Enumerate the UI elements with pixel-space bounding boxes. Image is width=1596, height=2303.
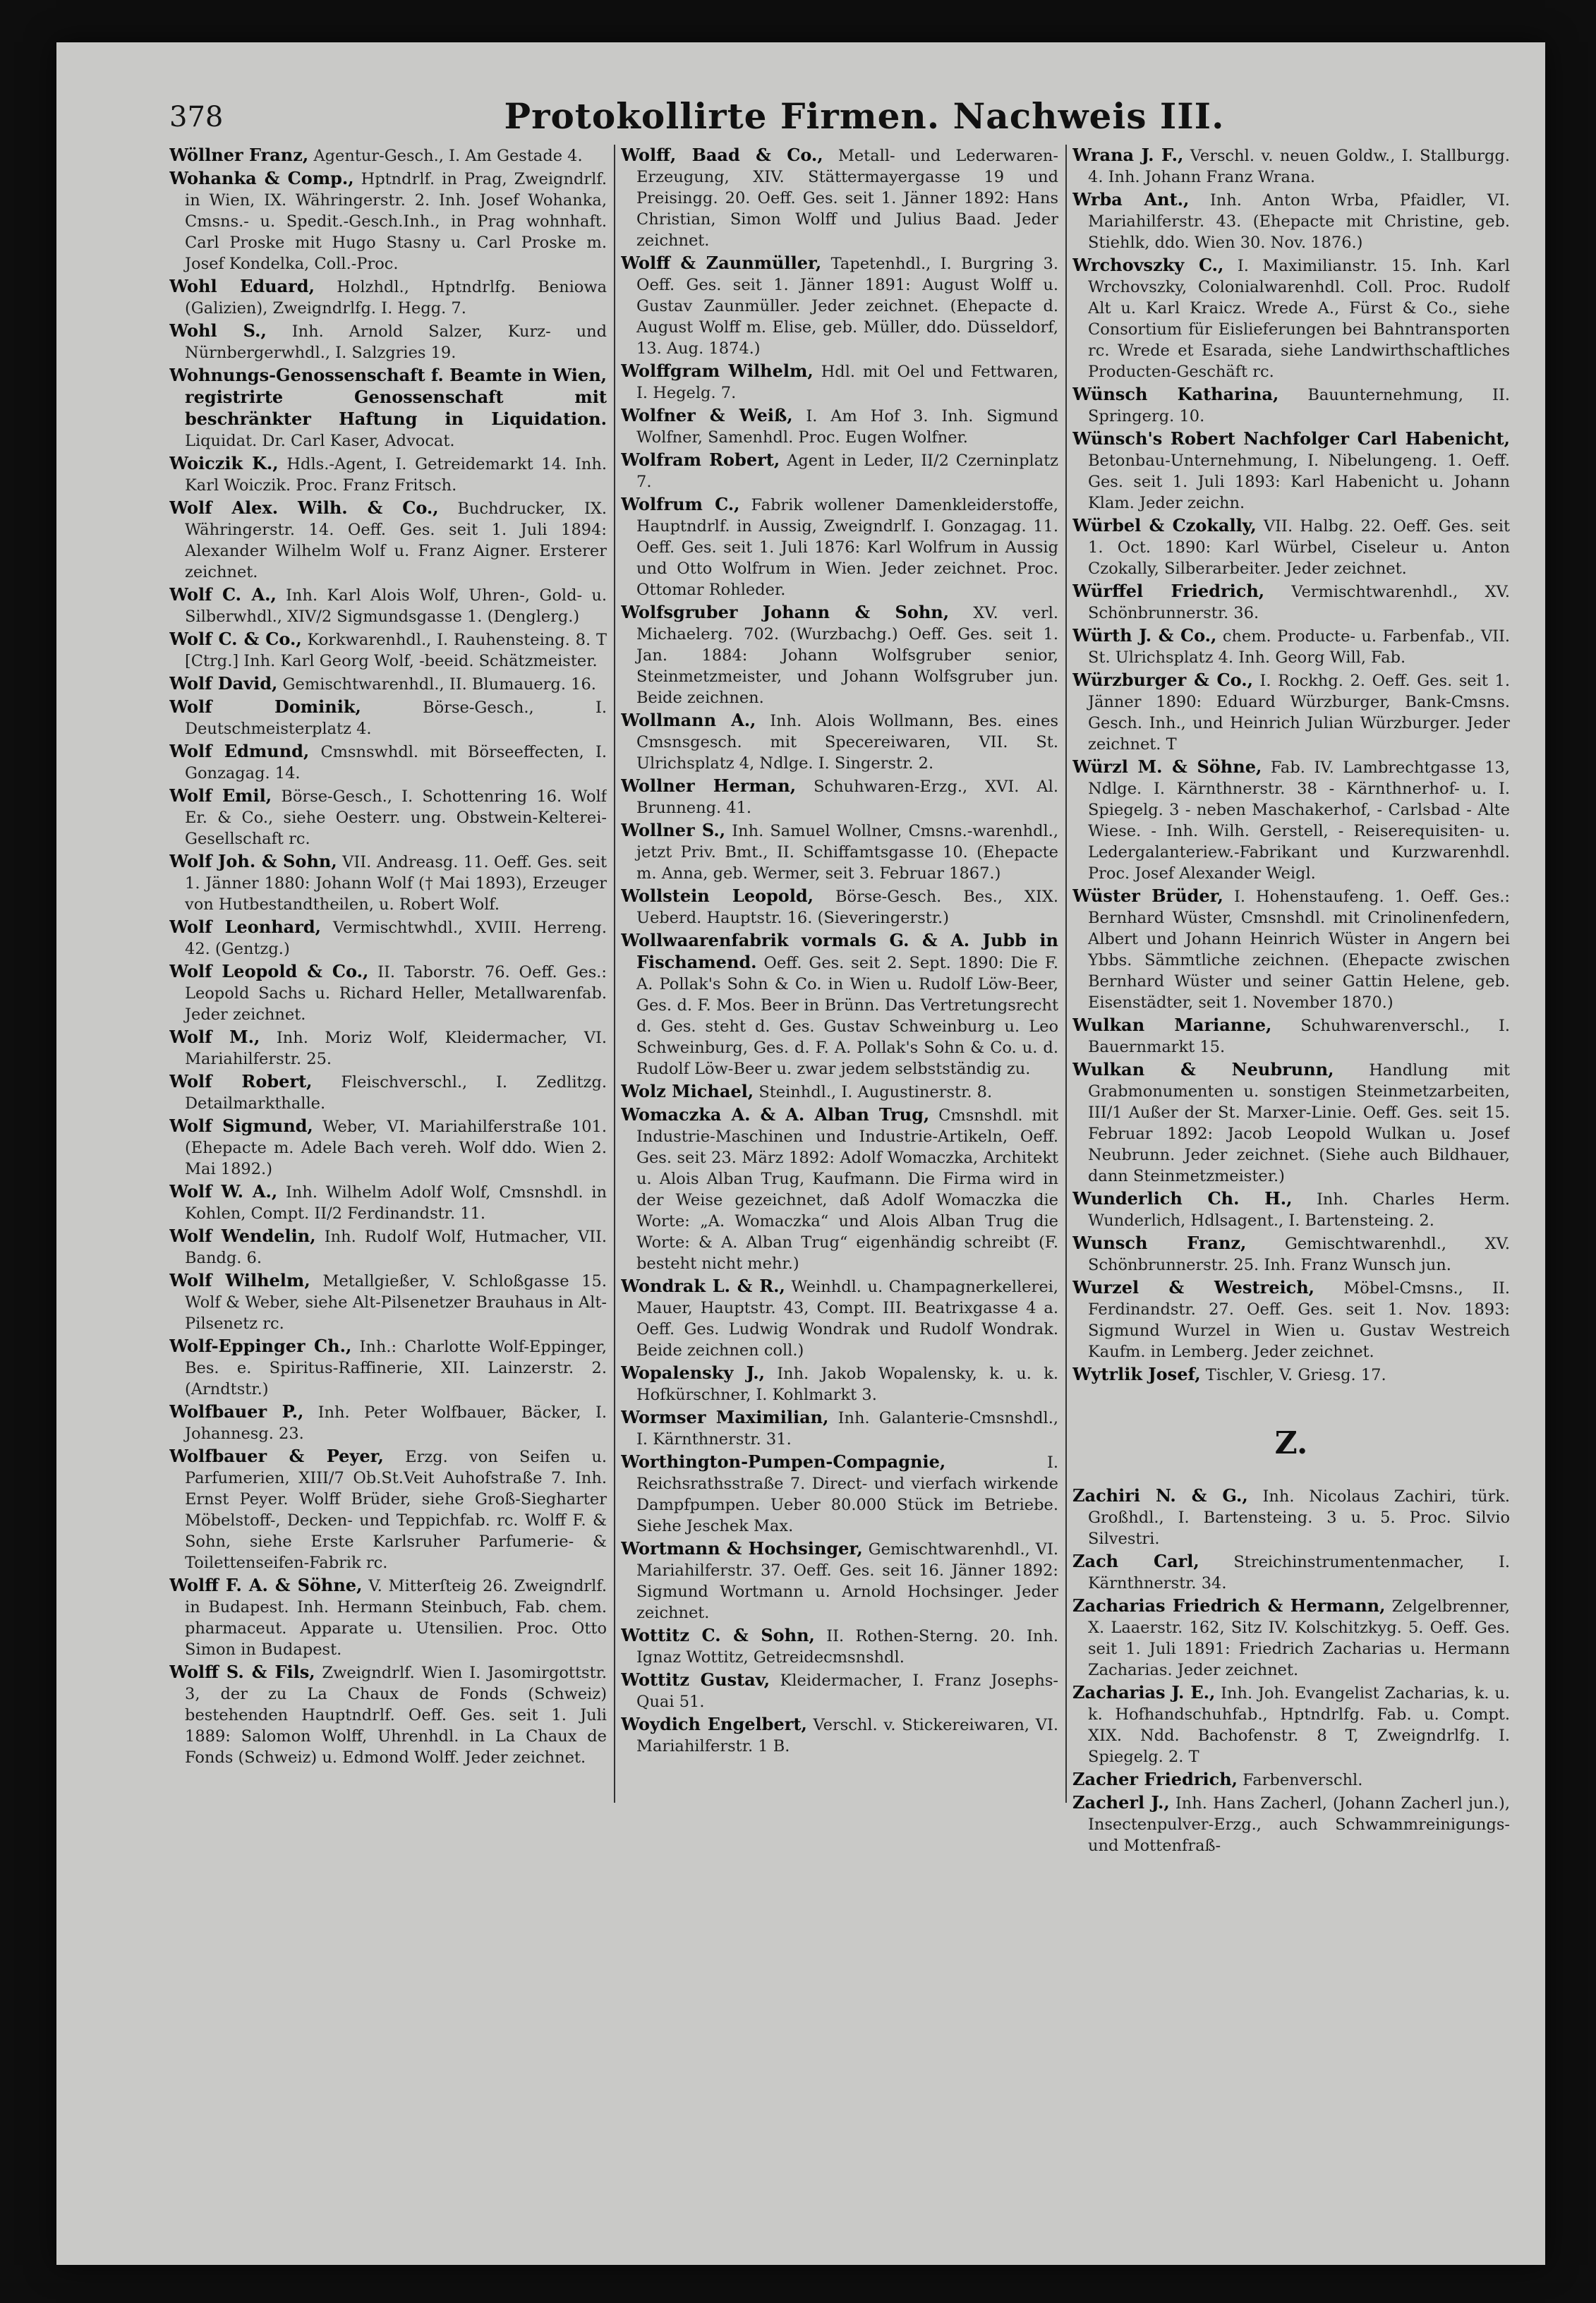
entry-text: Hdl. mit Oel und Fettwaren, I. Hegelg. 7. (636, 363, 1058, 402)
firm-name: Wolfbauer & Peyer, (169, 1446, 384, 1466)
entry-text: I. Rockhg. 2. Oeff. Ges. seit 1. Jänner 1890: Eduard Würzburger, Bank-Cmsns. Gesch. Inh., und Heinrich Julian Würzburger. Jeder zeichnet. T (1088, 672, 1510, 754)
entry-text: Zelgelbrenner, X. Laaerstr. 162, Sitz IV. Kolschitzkyg. 5. Oeff. Ges. seit 1. Juli 1891: Friedrich Zacharias u. Hermann Zacharias. Jeder zeichnet. (1088, 1597, 1510, 1679)
directory-entry (169, 673, 607, 695)
firm-name: Wollwaarenfabrik vormals G. & A. Jubb in Fischamend. (621, 930, 1058, 972)
directory-entry (169, 276, 607, 319)
firm-name: Wolf Robert, (169, 1071, 313, 1092)
entry-text: I. Am Hof 3. Inh. Sigmund Wolfner, Samenhdl. Proc. Eugen Wolfner. (636, 407, 1058, 447)
entry-text: XV. verl. Michaelerg. 702. (Wurzbachg.) Oeff. Ges. seit 1. Jan. 1884: Johann Wolfsgruber senior, Steinmetzmeister, und Johann Wolfsgruber jun. Beide zeichnen. (636, 604, 1058, 707)
entry-text: Inh. Arnold Salzer, Kurz- und Nürnbergerwhdl., I. Salzgries 19. (185, 322, 607, 362)
directory-entry (621, 361, 1058, 404)
entry-text: Streichinstrumentenmacher, I. Kärnthnerstr. 34. (1088, 1553, 1510, 1592)
firm-name: Worthington-Pumpen-Compagnie, (621, 1451, 946, 1472)
entry-text: Inh. Galanterie-Cmsnshdl., I. Kärnthnerstr. 31. (636, 1409, 1058, 1449)
entry-text: Buchdrucker, IX. Währingerstr. 14. Oeff. Ges. seit 1. Juli 1894: Alexander Wilhelm Wolf u. Franz Aigner. Ersterer zeichnet. (185, 500, 607, 581)
firm-name: Womaczka A. & A. Alban Trug, (621, 1104, 930, 1125)
firm-name: Wüster Brüder, (1072, 885, 1223, 906)
directory-entry (169, 1181, 607, 1224)
entry-text: Weber, VI. Mariahilferstraße 101. (Ehepacte m. Adele Bach vereh. Wolf ddo. Wien 2. Mai 1892.) (185, 1118, 607, 1178)
directory-entry (621, 930, 1058, 1080)
firm-name: Wolf Emil, (169, 785, 272, 806)
firm-name: Wolf W. A., (169, 1181, 278, 1202)
directory-entry (169, 1116, 607, 1180)
entry-text: Cmsnswhdl. mit Börseeffecten, I. Gonzagag. 14. (185, 743, 607, 782)
directory-entry (1072, 1792, 1510, 1856)
entry-text: I. Reichsrathsstraße 7. Direct- und vierfach wirkende Dampfpumpen. Ueber 80.000 Stück im Betriebe. Siehe Jeschek Max. (636, 1453, 1058, 1535)
entry-text: Hdls.-Agent, I. Getreidemarkt 14. Inh. Karl Woiczik. Proc. Franz Fritsch. (185, 455, 607, 495)
entry-text: Inh. Samuel Wollner, Cmsns.-warenhdl., jetzt Priv. Bmt., II. Schiffamtsgasse 10. (Ehepacte m. Anna, geb. Wermer, seit 3. Februar 1867.) (636, 822, 1058, 883)
entry-text: Inh. Peter Wolfbauer, Bäcker, I. Johannesg. 23. (185, 1403, 607, 1443)
directory-entry (1072, 1233, 1510, 1276)
firm-name: Wolf Alex. Wilh. & Co., (169, 497, 439, 518)
firm-name: Wormser Maximilian, (621, 1407, 829, 1427)
directory-entry (169, 320, 607, 363)
directory-entry (621, 1104, 1058, 1274)
entry-text: Kleidermacher, I. Franz Josephs-Quai 51. (636, 1672, 1058, 1711)
page-title: Protokollirte Firmen. Nachweis III. (504, 95, 1225, 137)
entry-text: Verschl. v. Stickereiwaren, VI. Mariahilferstr. 1 B. (636, 1716, 1058, 1755)
firm-name: Wohl S., (169, 320, 267, 341)
entry-text: Inh. Hans Zacherl, (Johann Zacherl jun.), Insectenpulver-Erzg., auch Schwammreinigungs- und Mottenfraß- (1088, 1794, 1510, 1855)
directory-entry (1072, 1188, 1510, 1231)
directory-entry (1072, 625, 1510, 668)
entry-text: Agentur-Gesch., I. Am Gestade 4. (313, 147, 583, 165)
firm-name: Wunderlich Ch. H., (1072, 1188, 1293, 1209)
directory-entry (1072, 756, 1510, 884)
entry-text: Bauunternehmung, II. Springerg. 10. (1088, 386, 1510, 425)
firm-name: Würzburger & Co., (1072, 670, 1253, 690)
entry-text: Inh. Anton Wrba, Pfaidler, VI. Mariahilferstr. 43. (Ehepacte mit Christine, geb. Stiehlk, ddo. Wien 30. Nov. 1876.) (1088, 191, 1510, 252)
entry-text: V. Mitterſteig 26. Zweigndrlf. in Budapest. Inh. Hermann Steinbuch, Fab. chem. pharmaceut. Apparate u. Utensilien. Proc. Otto Simon in Budapest. (185, 1577, 607, 1659)
directory-entry (1072, 189, 1510, 253)
firm-name: Würth J. & Co., (1072, 625, 1217, 646)
firm-name: Wolf Joh. & Sohn, (169, 851, 337, 871)
firm-name: Wulkan Marianne, (1072, 1015, 1272, 1035)
firm-name: Zacharias J. E., (1072, 1682, 1216, 1703)
page-header (169, 95, 1559, 145)
column-2 (621, 145, 1058, 2226)
section-letter: Z. (1274, 1425, 1308, 1461)
directory-entry (169, 584, 607, 627)
entry-text: chem. Producte- u. Farbenfab., VII. St. Ulrichsplatz 4. Inh. Georg Will, Fab. (1088, 627, 1510, 667)
firm-name: Wolf Dominik, (169, 696, 361, 717)
firm-name: Zacherl J., (1072, 1792, 1170, 1813)
firm-name: Wolf-Eppinger Ch., (169, 1336, 352, 1356)
column-1 (169, 145, 607, 2226)
directory-entry (621, 1669, 1058, 1712)
entry-text: II. Taborstr. 76. Oeff. Ges.: Leopold Sachs u. Richard Heller, Metallwarenfab. Jeder zeichnet. (185, 963, 607, 1024)
directory-entry (1072, 1364, 1510, 1386)
entry-text: Inh. Wilhelm Adolf Wolf, Cmsnshdl. in Kohlen, Compt. II/2 Ferdinandstr. 11. (185, 1183, 607, 1223)
firm-name: Wytrlik Josef, (1072, 1364, 1201, 1384)
directory-entry (1072, 1059, 1510, 1187)
column-3 (1072, 145, 1510, 2226)
entry-text: Schuhwaren-Erzg., XVI. Al. Brunneng. 41. (636, 778, 1058, 817)
directory-entry (1072, 1485, 1510, 1549)
directory-entry (1072, 428, 1510, 514)
entry-text: VII. Andreasg. 11. Oeff. Ges. seit 1. Jänner 1880: Johann Wolf († Mai 1893), Erzeuger von Hutbestandtheilen, u. Robert Wolf. (185, 853, 607, 914)
directory-entry (169, 1446, 607, 1573)
directory-entry (169, 1575, 607, 1660)
directory-entry (1072, 885, 1510, 1013)
firm-name: Wunsch Franz, (1072, 1233, 1247, 1253)
firm-name: Zachiri N. & G., (1072, 1485, 1248, 1506)
directory-entry (169, 145, 607, 167)
directory-entry (1072, 1769, 1510, 1791)
firm-name: Wünsch's Robert Nachfolger Carl Habenicht, (1072, 428, 1510, 449)
directory-entry (621, 820, 1058, 884)
directory-entry (621, 253, 1058, 359)
directory-entry (621, 710, 1058, 774)
firm-name: Wolf C. & Co., (169, 629, 302, 649)
entry-text: Agent in Leder, II/2 Czerninplatz 7. (636, 452, 1058, 491)
entry-text: Weinhdl. u. Champagnerkellerei, Mauer, Hauptstr. 43, Compt. III. Beatrixgasse 4 a. Oeff. Ges. Ludwig Wondrak und Rudolf Wondrak. Beide zeichnen coll.) (636, 1278, 1058, 1360)
entry-text: Erzg. von Seifen u. Parfumerien, XIII/7 Ob.St.Veit Auhofstraße 7. Inh. Ernst Peyer. Wolff Brüder, siehe Groß-Siegharter Möbelstoff-, Decken- und Teppichfab. rc. Wolff F. & Sohn, siehe Erste Karlsruher Parfumerie- & Toilettenseifen-Fabrik rc. (185, 1448, 607, 1572)
directory-entry (1072, 1551, 1510, 1594)
entry-text: Gemischtwarenhdl., II. Blumauerg. 16. (282, 675, 596, 694)
firm-name: Wrana J. F., (1072, 145, 1184, 165)
directory-entry (169, 453, 607, 496)
entry-text: Börse-Gesch. Bes., XIX. Ueberd. Hauptstr. 16. (Sieveringerstr.) (636, 888, 1058, 927)
directory-entry (169, 741, 607, 784)
firm-name: Zach Carl, (1072, 1551, 1199, 1571)
directory-entry (621, 1276, 1058, 1361)
entry-text: Verschl. v. neuen Goldw., I. Stallburgg. 4. Inh. Johann Franz Wrana. (1088, 147, 1510, 186)
firm-name: Wollner Herman, (621, 775, 797, 796)
entry-text: Handlung mit Grabmonumenten u. sonstigen Steinmetzarbeiten, III/1 Außer der St. Marxer-Linie. Oeff. Ges. seit 15. Februar 1892: Jacob Leopold Wulkan u. Josef Neubrunn. Jeder zeichnet. (Siehe auch Bildhauer, dann Steinmetzmeister.) (1088, 1061, 1510, 1185)
directory-entry (621, 494, 1058, 600)
firm-name: Wondrak L. & R., (621, 1276, 785, 1296)
firm-name: Wolf Sigmund, (169, 1116, 313, 1136)
directory-entry (169, 1027, 607, 1070)
firm-name: Wolffgram Wilhelm, (621, 361, 814, 381)
directory-entry (1072, 1015, 1510, 1058)
firm-name: Wottitz Gustav, (621, 1669, 770, 1690)
entry-text: Inh.: Charlotte Wolf-Eppinger, Bes. e. Spiritus-Raffinerie, XII. Lainzerstr. 2. (Arndtstr.) (185, 1338, 607, 1398)
firm-name: Wünsch Katharina, (1072, 384, 1279, 404)
directory-entry (169, 365, 607, 452)
directory-entry (169, 917, 607, 960)
entry-text: Inh. Joh. Evangelist Zacharias, k. u. k. Hofhandschuhfab., Hptndrlfg. Fab. u. Compt. XIX. Ndd. Bachofenstr. 8 T, Zweigndrlfg. I. Spiegelg. 2. T (1088, 1684, 1510, 1766)
firm-name: Wolff F. A. & Söhne, (169, 1575, 363, 1595)
directory-entry (1072, 255, 1510, 382)
directory-entry (621, 145, 1058, 251)
firm-name: Woydich Engelbert, (621, 1714, 807, 1734)
firm-name: Wrba Ant., (1072, 189, 1190, 210)
directory-entry (621, 1081, 1058, 1103)
directory-entry (1072, 581, 1510, 624)
directory-entry (1072, 670, 1510, 755)
entry-text: I. Hohenstaufeng. 1. Oeff. Ges.: Bernhard Wüster, Cmsnshdl. mit Crinolinenfedern, Albert und Johann Heinrich Wüster in Angern bei Ybbs. Sämmtliche zeichnen. (Ehepacte zwischen Bernhard Wüster und seiner Gattin Helene, geb. Eisenstädter, seit 1. November 1870.) (1088, 888, 1510, 1012)
directory-entry (621, 885, 1058, 929)
directory-entry (621, 1451, 1058, 1537)
firm-name: Wolfsgruber Johann & Sohn, (621, 602, 950, 622)
entry-text: Inh. Jakob Wopalensky, k. u. k. Hofkürschner, I. Kohlmarkt 3. (636, 1365, 1058, 1404)
firm-name: Wolfram Robert, (621, 449, 780, 470)
directory-entry (1072, 1595, 1510, 1681)
entry-text: Zweigndrlf. Wien I. Jasomirgottstr. 3, der zu La Chaux de Fonds (Schweiz) bestehenden Hauptndrlf. Oeff. Ges. seit 1. Juli 1889: Salomon Wolff, Uhrenhdl. in La Chaux de Fonds (Schweiz) u. Edmond Wolff. Jeder zeichnet. (185, 1664, 607, 1767)
entry-text: Holzhdl., Hptndrlfg. Beniowa (Galizien), Zweigndrlfg. I. Hegg. 7. (185, 278, 607, 318)
firm-name: Wurzel & Westreich, (1072, 1277, 1314, 1298)
entry-text: Vermischtwarenhdl., XV. Schönbrunnerstr. 36. (1088, 583, 1510, 622)
entry-text: Schuhwarenverschl., I. Bauernmarkt 15. (1088, 1017, 1510, 1056)
firm-name: Wolfrum C., (621, 494, 740, 514)
directory-entry (1072, 145, 1510, 188)
entry-text: Farbenverschl. (1243, 1771, 1363, 1789)
entry-text: Inh. Nicolaus Zachiri, türk. Großhdl., I. Bartensteing. 3 u. 5. Proc. Silvio Silvestri. (1088, 1487, 1510, 1548)
entry-text: Inh. Karl Alois Wolf, Uhren-, Gold- u. Silberwhdl., XIV/2 Sigmundsgasse 1. (Denglerg.) (185, 586, 607, 626)
entry-text: Korkwarenhdl., I. Rauhensteing. 8. T [Ctrg.] Inh. Karl Georg Wolf, -beeid. Schätzmeister. (185, 631, 607, 670)
firm-name: Wolf Leonhard, (169, 917, 322, 937)
entry-text: Möbel-Cmsns., II. Ferdinandstr. 27. Oeff. Ges. seit 1. Nov. 1893: Sigmund Wurzel in Wien u. Gustav Westreich Kaufm. in Lemberg. Jeder zeichnet. (1088, 1279, 1510, 1361)
firm-name: Wollmann A., (621, 710, 756, 730)
directory-entry (1072, 384, 1510, 427)
entry-text: Börse-Gesch., I. Deutschmeisterplatz 4. (185, 699, 607, 738)
directory-entry (169, 629, 607, 672)
entry-text: Liquidat. Dr. Carl Kaser, Advocat. (185, 432, 455, 450)
entry-text: Cmsnshdl. mit Industrie-Maschinen und Industrie-Artikeln, Oeff. Ges. seit 23. März 1892: Adolf Womaczka, Architekt u. Alois Alban Trug, Kaufmann. Die Firma wird in der Weise gezeichnet, daß Adolf Womaczka die Worte: „A. Womaczka“ und Alois Alban Trug die Worte: & A. Alban Trug“ eigenhändig schreibt (F. besteht nicht mehr.) (636, 1106, 1058, 1273)
entry-text: Metall- und Lederwaren-Erzeugung, XIV. Stättermayergasse 19 und Preisingg. 20. Oeff. Ges. seit 1. Jänner 1892: Hans Christian, Simon Wolff und Julius Baad. Jeder zeichnet. (636, 147, 1058, 250)
firm-name: Wollner S., (621, 820, 726, 840)
entry-text: Tischler, V. Griesg. 17. (1205, 1366, 1386, 1384)
directory-entry (169, 1662, 607, 1768)
entry-text: Fab. IV. Lambrechtgasse 13, Ndlge. I. Kärnthnerstr. 38 - Kärnthnerhof- u. I. Spiegelg. 3 - neben Maschakerhof, - Carlsbad - Alte Wiese. - Inh. Wilh. Gerstell, - Reiserequisiten- u. Ledergalanteriew.-Fabrikant und Kurzwarenhdl. Proc. Josef Alexander Weigl. (1088, 758, 1510, 883)
directory-entry (621, 1714, 1058, 1757)
firm-name: Zacher Friedrich, (1072, 1769, 1238, 1789)
directory-entry (621, 1362, 1058, 1406)
entry-text: Oeff. Ges. seit 2. Sept. 1890: Die F. A. Pollak's Sohn & Co. in Wien u. Rudolf Löw-Beer, Ges. d. F. Mos. Beer in Brünn. Das Vertretungsrecht d. Ges. steht d. Ges. Gustav Schweinburg u. Leo Schweinburg, Ges. d. F. A. Pollak's Sohn & Co. u. d. Rudolf Löw-Beer u. zwar jedem selbstständig zu. (636, 954, 1058, 1078)
column-divider (1065, 145, 1067, 1803)
directory-entry (169, 961, 607, 1025)
firm-name: Wopalensky J., (621, 1362, 765, 1383)
directory-entry (169, 168, 607, 274)
directory-entry (169, 1071, 607, 1114)
directory-entry (1072, 1682, 1510, 1767)
entry-text: Gemischtwarenhdl., XV. Schönbrunnerstr. 25. Inh. Franz Wunsch jun. (1088, 1235, 1510, 1274)
firm-name: Würbel & Czokally, (1072, 515, 1257, 536)
directory-entry (169, 851, 607, 915)
entry-text: Betonbau-Unternehmung, I. Nibelungeng. 1. Oeff. Ges. seit 1. Juli 1893: Karl Habenicht u. Johann Klam. Jeder zeichn. (1088, 452, 1510, 512)
firm-name: Wolf Leopold & Co., (169, 961, 369, 981)
firm-name: Wöllner Franz, (169, 145, 309, 165)
directory-entry (621, 405, 1058, 448)
firm-name: Wolff, Baad & Co., (621, 145, 823, 165)
entry-text: Fabrik wollener Damenkleiderstoffe, Hauptndrlf. in Aussig, Zweigndrlf. I. Gonzagag. 11. Oeff. Ges. seit 1. Juli 1876: Karl Wolfrum in Aussig und Otto Wolfrum in Wien. Jeder zeichnet. Proc. Ottomar Rohleder. (636, 496, 1058, 599)
firm-name: Zacharias Friedrich & Hermann, (1072, 1595, 1386, 1616)
entry-text: VII. Halbg. 22. Oeff. Ges. seit 1. Oct. 1890: Karl Würbel, Ciseleur u. Anton Czokally, Silberarbeiter. Jeder zeichnet. (1088, 517, 1510, 578)
directory-entry (169, 1401, 607, 1444)
directory-entry (169, 497, 607, 583)
directory-entry (621, 602, 1058, 708)
firm-name: Wolf M., (169, 1027, 260, 1047)
entry-text: Hptndrlf. in Prag, Zweigndrlf. in Wien, IX. Währingerstr. 2. Inh. Josef Wohanka, Cmsns.- u. Spedit.-Gesch.Inh., in Prag wohnhaft. Carl Proske mit Hugo Stasny u. Carl Proske m. Josef Kondelka, Coll.-Proc. (185, 170, 607, 273)
entry-text: Gemischtwarenhdl., VI. Mariahilferstr. 37. Oeff. Ges. seit 16. Jänner 1892: Sigmund Wortmann u. Arnold Hochsinger. Jeder zeichnet. (636, 1540, 1058, 1622)
firm-name: Wohanka & Comp., (169, 168, 354, 188)
column-divider (614, 145, 615, 1803)
directory-entry (1072, 515, 1510, 579)
entry-text: Inh. Rudolf Wolf, Hutmacher, VII. Bandg. 6. (185, 1228, 607, 1267)
firm-name: Woiczik K., (169, 453, 279, 473)
directory-entry (169, 785, 607, 850)
firm-name: Wolff S. & Fils, (169, 1662, 315, 1682)
directory-entry (169, 1336, 607, 1400)
firm-name: Wolf Wendelin, (169, 1226, 316, 1246)
directory-entry (621, 775, 1058, 818)
firm-name: Wolz Michael, (621, 1081, 754, 1101)
entry-text: Inh. Moriz Wolf, Kleidermacher, VI. Mariahilferstr. 25. (185, 1029, 607, 1068)
firm-name: Würffel Friedrich, (1072, 581, 1265, 601)
firm-name: Wulkan & Neubrunn, (1072, 1059, 1334, 1080)
entry-text: Fleischverschl., I. Zedlitzg. Detailmarkthalle. (185, 1073, 607, 1113)
firm-name: Wohnungs-Genossenschaft f. Beamte in Wien, registrirte Genossenschaft mit beschränkter Haftung in Liquidation. (169, 365, 607, 429)
entry-text: I. Maximilianstr. 15. Inh. Karl Wrchovszky, Colonialwarenhdl. Coll. Proc. Rudolf Alt u. Karl Kraicz. Wrede A., Fürst & Co., siehe Consortium für Eislieferungen bei Bahntransporten rc. Wrede et Esarada, siehe Landwirthschaftliches Producten-Geschäft rc. (1088, 257, 1510, 381)
firm-name: Wolfner & Weiß, (621, 405, 793, 425)
firm-name: Wollstein Leopold, (621, 885, 814, 906)
firm-name: Wrchovszky C., (1072, 255, 1224, 275)
entry-text: Metallgießer, V. Schloßgasse 15. Wolf & Weber, siehe Alt-Pilsenetzer Brauhaus in Alt-Pilsenetz rc. (185, 1272, 607, 1333)
entry-text: II. Rothen-Sterng. 20. Inh. Ignaz Wottitz, Getreidecmsnshdl. (636, 1627, 1058, 1667)
entry-text: Inh. Alois Wollmann, Bes. eines Cmsnsgesch. mit Specereiwaren, VII. St. Ulrichsplatz 4, Ndlge. I. Singerstr. 2. (636, 712, 1058, 773)
directory-entry (1072, 1277, 1510, 1362)
entry-text: Steinhdl., I. Augustinerstr. 8. (758, 1083, 993, 1101)
firm-name: Wolff & Zaunmüller, (621, 253, 822, 273)
entry-text: Inh. Charles Herm. Wunderlich, Hdlsagent., I. Bartensteing. 2. (1088, 1190, 1510, 1230)
directory-entry (169, 1270, 607, 1334)
directory-entry (169, 1226, 607, 1269)
entry-text: Börse-Gesch., I. Schottenring 16. Wolf Er. & Co., siehe Oesterr. ung. Obstwein-Kelterei-Gesellschaft rc. (185, 787, 607, 848)
entry-text: Vermischtwhdl., XVIII. Herreng. 42. (Gentzg.) (185, 919, 607, 958)
firm-name: Wortmann & Hochsinger, (621, 1538, 863, 1559)
firm-name: Wolf Edmund, (169, 741, 310, 761)
directory-entry (621, 1625, 1058, 1668)
directory-entry (169, 696, 607, 739)
firm-name: Wolf C. A., (169, 584, 277, 605)
entry-text: Tapetenhdl., I. Burgring 3. Oeff. Ges. seit 1. Jänner 1891: August Wolff u. Gustav Zaunmüller. Jeder zeichnet. (Ehepacte d. August Wolff m. Elise, geb. Müller, ddo. Düsseldorf, 13. Aug. 1874.) (636, 255, 1058, 358)
firm-name: Wolf David, (169, 673, 278, 694)
firm-name: Wottitz C. & Sohn, (621, 1625, 815, 1645)
firm-name: Wolfbauer P., (169, 1401, 304, 1422)
firm-name: Wohl Eduard, (169, 276, 315, 296)
directory-entry (621, 1538, 1058, 1624)
firm-name: Wolf Wilhelm, (169, 1270, 310, 1290)
directory-entry (621, 1407, 1058, 1450)
page-number: 378 (169, 101, 224, 133)
firm-name: Würzl M. & Söhne, (1072, 756, 1262, 777)
directory-entry (621, 449, 1058, 492)
